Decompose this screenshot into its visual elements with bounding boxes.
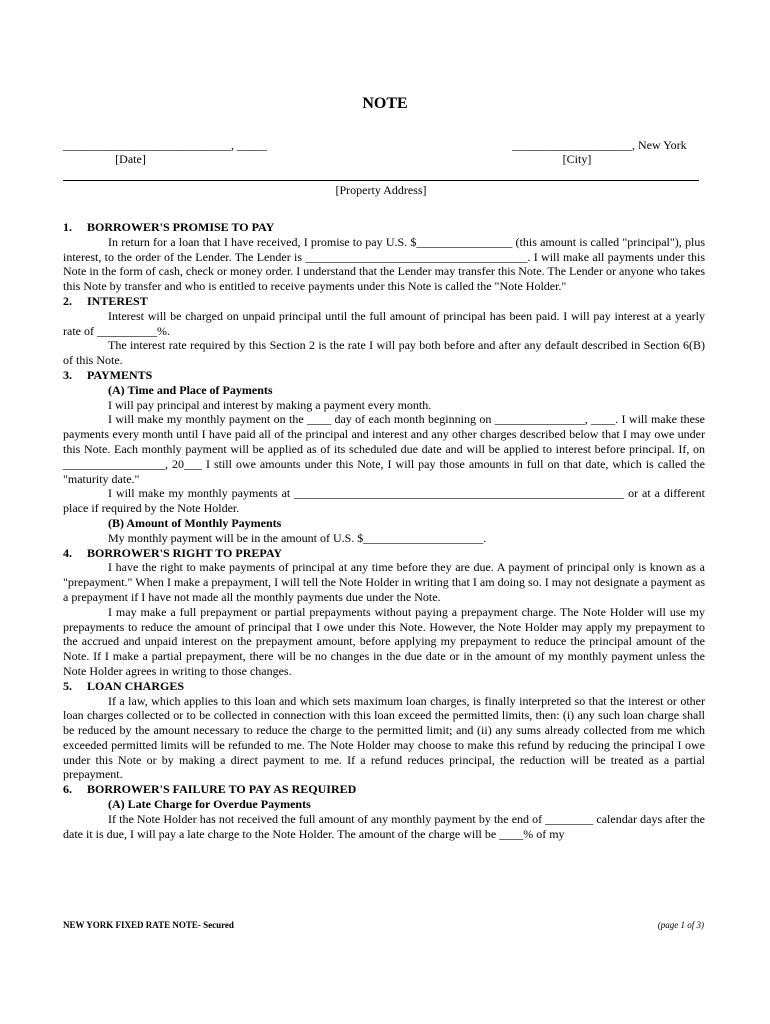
subsection-heading: (A) Time and Place of Payments: [108, 382, 273, 397]
paragraph: I will make my monthly payments at _______________________________________________________ or at a different place if required by the Note Holder.: [63, 486, 705, 516]
paragraph: In return for a loan that I have received, I promise to pay U.S. $________________ (this amount is called "principal"), plus interest, to the order of the Lender. The Lender is _____________________________________. I will make all payments under this Note in the form of cash, check or money order. I understand that the Lender may transfer this Note. The Lender or anyone who takes this Note by transfer and who is entitled to receive payments under this Note is called the "Note Holder.": [63, 234, 705, 294]
section-heading: 6. BORROWER'S FAILURE TO PAY AS REQUIRED: [63, 782, 357, 797]
paragraph: My monthly payment will be in the amount of U.S. $____________________.: [108, 530, 487, 545]
paragraph: I may make a full prepayment or partial prepayments without paying a prepayment charge. The Note Holder will use my prepayments to reduce the amount of principal that I owe under this Note. However, the Note Holder may apply my prepayment to the accrued and unpaid interest on the prepayment amount, before applying my prepayment to reduce the principal amount of the Note. If I make a partial prepayment, there will be no changes in the due date or in the amount of my monthly payment unless the Note Holder agrees in writing to those changes.: [63, 604, 705, 678]
subsection-heading: (A) Late Charge for Overdue Payments: [108, 797, 311, 812]
date-label: [Date]: [115, 152, 146, 166]
city-line: ____________________, New York: [512, 138, 687, 152]
page-title: NOTE: [362, 95, 408, 112]
paragraph: I will make my monthly payment on the ____ day of each month beginning on _______________, ____. I will make these payments every month until I have paid all of the principal and interest and any other charges described below that I may owe under this Note. Each monthly payment will be applied as of its scheduled due date and will be applied to interest before principal. If, on _________________, 20___ I still owe amounts under this Note, I will pay those amounts in full on that date, which is called the "maturity date.": [63, 412, 705, 486]
subsection-heading: (B) Amount of Monthly Payments: [108, 515, 282, 530]
section-heading: 1. BORROWER'S PROMISE TO PAY: [63, 220, 275, 234]
paragraph: The interest rate required by this Section 2 is the rate I will pay both before and after any default described in Section 6(B) of this Note.: [63, 338, 705, 368]
section-heading: 2. INTEREST: [63, 293, 148, 308]
note-body: [63, 220, 705, 841]
footer-form-title: NEW YORK FIXED RATE NOTE- Secured: [63, 920, 234, 930]
page-number: (page 1 of 3): [657, 920, 704, 930]
property-address-line: [63, 180, 699, 181]
date-line: ____________________________, _____: [63, 138, 267, 152]
section-heading: 5. LOAN CHARGES: [63, 678, 185, 693]
section-heading: 3. PAYMENTS: [63, 367, 153, 382]
section-heading: 4. BORROWER'S RIGHT TO PREPAY: [63, 545, 283, 560]
paragraph: If the Note Holder has not received the full amount of any monthly payment by the end of ________ calendar days after the date it is due, I will pay a late charge to the Note Holder. The amount of the charge will be ____% of my: [63, 811, 705, 841]
city-label: [City]: [562, 152, 592, 166]
paragraph: I have the right to make payments of principal at any time before they are due. A payment of principal only is known as a "prepayment." When I make a prepayment, I will tell the Note Holder in writing that I am doing so. I may not designate a payment as a prepayment if I have not made all the monthly payments due under the Note.: [63, 560, 705, 604]
paragraph: If a law, which applies to this loan and which sets maximum loan charges, is finally interpreted so that the interest or other loan charges collected or to be collected in connection with this loan exceed the permitted limits, then: (i) any such loan charge shall be reduced by the amount necessary to reduce the charge to the permitted limit; and (ii) any sums already collected from me which exceeded permitted limits will be refunded to me. The Note Holder may choose to make this refund by reducing the principal I owe under this Note or by making a direct payment to me. If a refund reduces principal, the reduction will be treated as a partial prepayment.: [63, 693, 705, 782]
paragraph: Interest will be charged on unpaid principal until the full amount of principal has been paid. I will pay interest at a yearly rate of __________%.: [63, 308, 705, 338]
property-address-label: [Property Address]: [335, 183, 427, 197]
paragraph: I will pay principal and interest by making a payment every month.: [108, 397, 432, 412]
